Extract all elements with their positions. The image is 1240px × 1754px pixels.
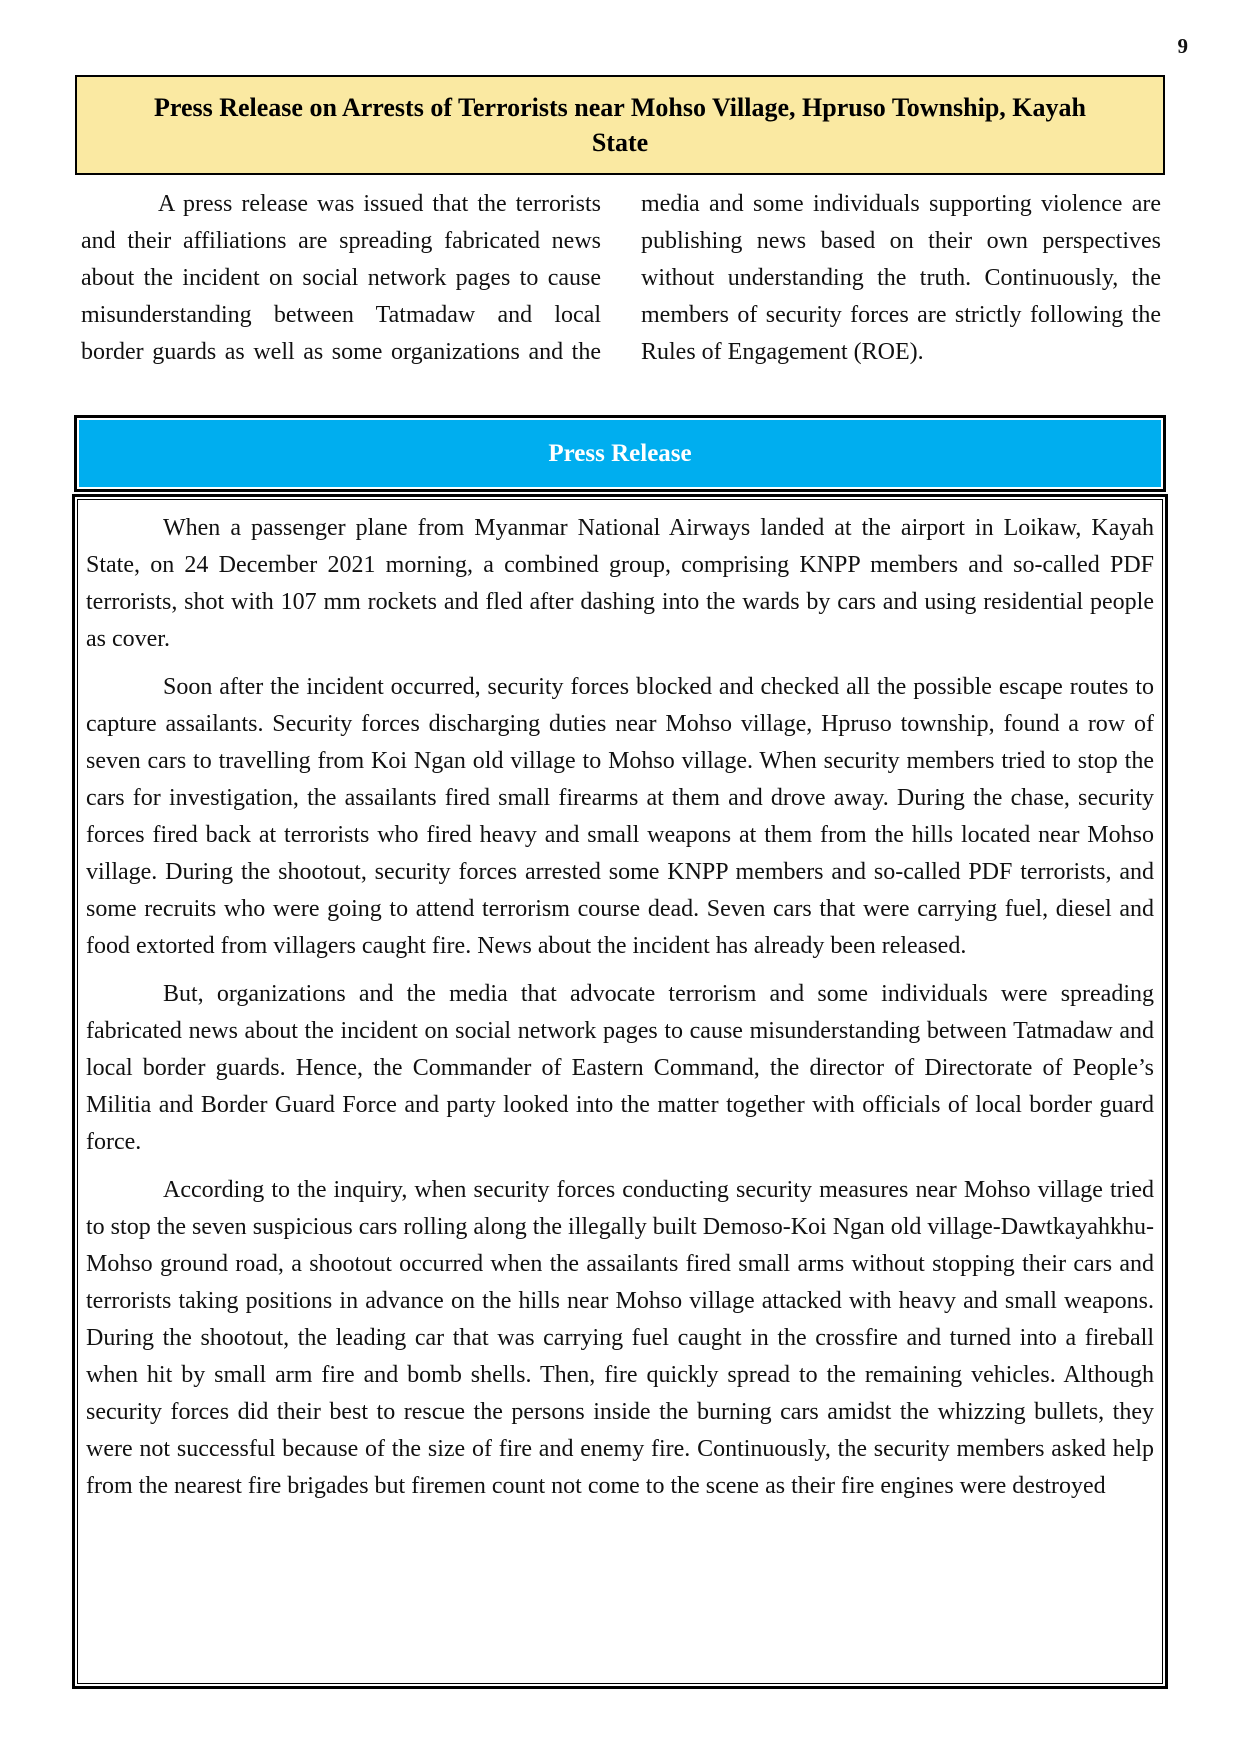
title-box: [75, 75, 1165, 175]
section-header-band: [79, 420, 1161, 487]
press-release-body-box: [72, 494, 1168, 1689]
intro-columns: [81, 186, 1161, 371]
press-release-body: [77, 499, 1163, 1684]
page-title: Press Release on Arrests of Terrorists near Mohso Village, Hpruso Township, Kayah State: [154, 93, 1086, 157]
body-paragraph: Soon after the incident occurred, security forces blocked and checked all the possible escape routes to capture assailants. Security forces discharging duties near Mohso village, Hpruso township, found a row of seven cars to travelling from Koi Ngan old village to Mohso village. When security members tried to stop the cars for investigation, the assailants fired small firearms at them and drove away. During the chase, security forces fired back at terrorists who fired heavy and small weapons at them from the hills located near Mohso village. During the shootout, security forces arrested some KNPP members and so-called PDF terrorists, and some recruits who were going to attend terrorism course dead. Seven cars that were carrying fuel, diesel and food extorted from villagers caught fire. News about the incident has already been released.: [86, 674, 1154, 959]
intro-paragraph: A press release was issued that the terrorists and their affiliations are spreading fabricated news about the incident on social network pages to cause misunderstanding between Tatmadaw and local border guards as well as some organizations and the media and some individuals supporting violence are publishing news based on their own perspectives without understanding the truth. Continuously, the members of security forces are strictly following the Rules of Engagement (ROE).: [81, 191, 1161, 365]
body-paragraph: According to the inquiry, when security forces conducting security measures near Mohso village tried to stop the seven suspicious cars rolling along the illegally built Demoso-Koi Ngan old village-Dawtkayahkhu-Mohso ground road, a shootout occurred when the assailants fired small arms without stopping their cars and terrorists taking positions in advance on the hills near Mohso village attacked with heavy and small weapons. During the shootout, the leading car that was carrying fuel caught in the crossfire and turned into a fireball when hit by small arm fire and bomb shells. Then, fire quickly spread to the remaining vehicles. Although security forces did their best to rescue the persons inside the burning cars amidst the whizzing bullets, they were not successful because of the size of fire and enemy fire. Continuously, the security members asked help from the nearest fire brigades but firemen count not come to the scene as their fire engines were destroyed: [86, 1177, 1154, 1499]
page-number: 9: [1177, 34, 1188, 58]
section-header-box: [74, 415, 1166, 492]
section-header-title: Press Release: [548, 439, 692, 467]
body-paragraph: When a passenger plane from Myanmar National Airways landed at the airport in Loikaw, Kayah State, on 24 December 2021 morning, a combined group, comprising KNPP members and so-called PDF terrorists, shot with 107 mm rockets and fled after dashing into the wards by cars and using residential people as cover.: [86, 515, 1154, 652]
body-paragraph: But, organizations and the media that advocate terrorism and some individuals were spreading fabricated news about the incident on social network pages to cause misunderstanding between Tatmadaw and local border guards. Hence, the Commander of Eastern Command, the director of Directorate of People’s Militia and Border Guard Force and party looked into the matter together with officials of local border guard force.: [86, 981, 1154, 1155]
